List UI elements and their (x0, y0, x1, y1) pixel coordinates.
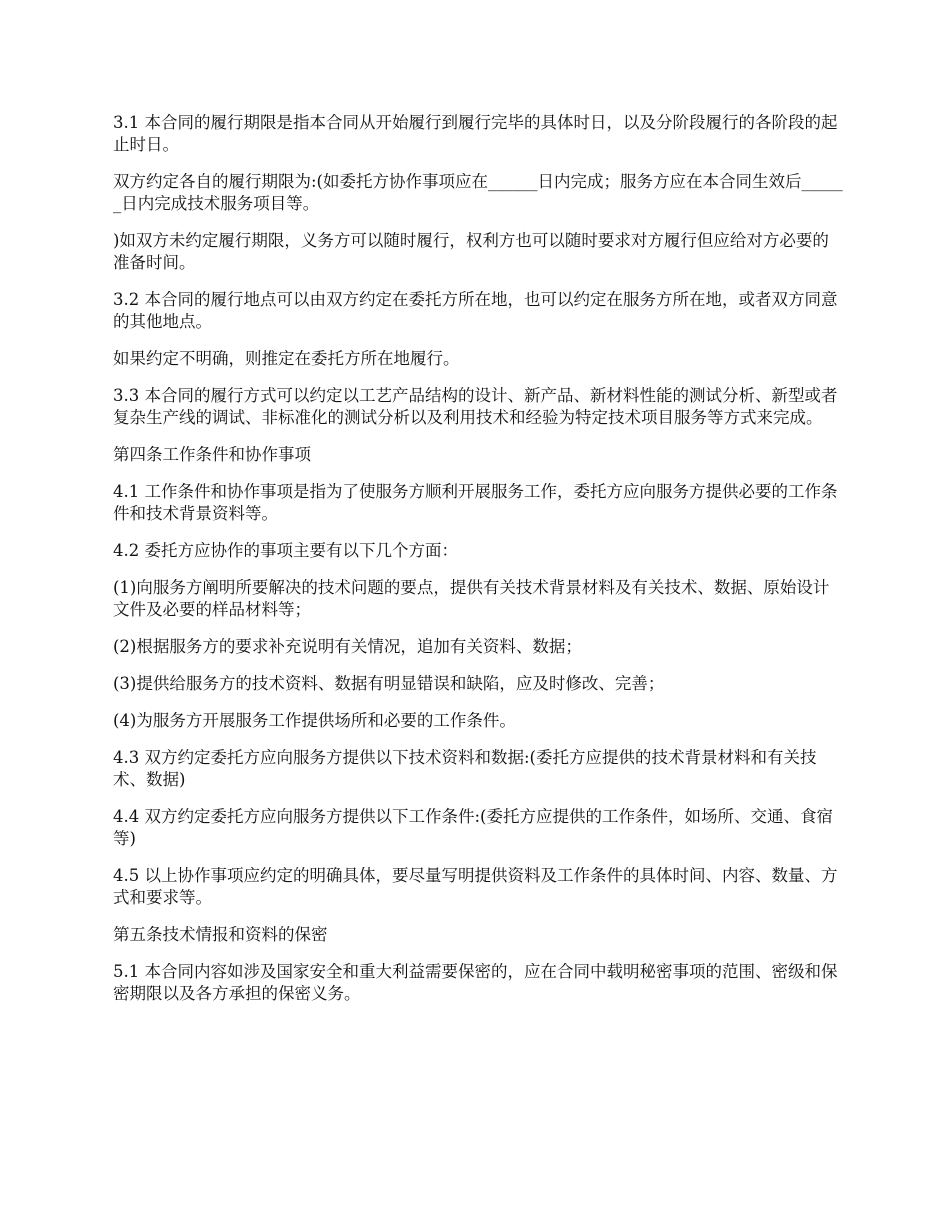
item-4: (4)为服务方开展服务工作提供场所和必要的工作条件。 (113, 711, 516, 730)
item-1: (1)向服务方阐明所要解决的技术问题的要点，提供有关技术背景材料及有关技术、数据、原始设计文件及必要的样品材料等； (113, 578, 830, 619)
clause-4-1: 4.1 工作条件和协作事项是指为了使服务方顺利开展服务工作，委托方应向服务方提供必要的工作条件和技术背景资料等。 (113, 482, 838, 523)
item-2: (2)根据服务方的要求补充说明有关情况，追加有关资料、数据； (113, 637, 582, 656)
clause-3-3: 3.3 本合同的履行方式可以约定以工艺产品结构的设计、新产品、新材料性能的测试分析、新型或者复杂生产线的调试、非标准化的测试分析以及利用技术和经验为特定技术项目服务等方式来完成。 (113, 386, 838, 427)
clause-5-1: 5.1 本合同内容如涉及国家安全和重大利益需要保密的，应在合同中载明秘密事项的范围、密级和保密期限以及各方承担的保密义务。 (113, 962, 838, 1003)
performance-period-agreement: 双方约定各自的履行期限为:(如委托方协作事项应在______日内完成；服务方应在本合同生效后______日内完成技术服务项目等。 (113, 172, 843, 213)
document-page (113, 112, 843, 1020)
article-4-heading: 第四条工作条件和协作事项 (113, 445, 311, 464)
article-5-heading: 第五条技术情报和资料的保密 (113, 925, 328, 944)
location-default-note: 如果约定不明确，则推定在委托方所在地履行。 (113, 349, 460, 368)
clause-3-2: 3.2 本合同的履行地点可以由双方约定在委托方所在地，也可以约定在服务方所在地，或者双方同意的其他地点。 (113, 290, 838, 331)
clause-4-3: 4.3 双方约定委托方应向服务方提供以下技术资料和数据:(委托方应提供的技术背景材料和有关技术、数据) (113, 748, 817, 789)
clause-4-5: 4.5 以上协作事项应约定的明确具体，要尽量写明提供资料及工作条件的具体时间、内容、数量、方式和要求等。 (113, 866, 838, 907)
clause-3-1: 3.1 本合同的履行期限是指本合同从开始履行到履行完毕的具体时日，以及分阶段履行的各阶段的起止时日。 (113, 113, 838, 154)
clause-4-2: 4.2 委托方应协作的事项主要有以下几个方面： (113, 541, 458, 560)
item-3: (3)提供给服务方的技术资料、数据有明显错误和缺陷，应及时修改、完善； (113, 674, 665, 693)
unagreed-period-note: )如双方未约定履行期限，义务方可以随时履行，权利方也可以随时要求对方履行但应给对方必要的准备时间。 (113, 231, 829, 272)
clause-4-4: 4.4 双方约定委托方应向服务方提供以下工作条件:(委托方应提供的工作条件，如场所、交通、食宿等) (113, 807, 833, 848)
